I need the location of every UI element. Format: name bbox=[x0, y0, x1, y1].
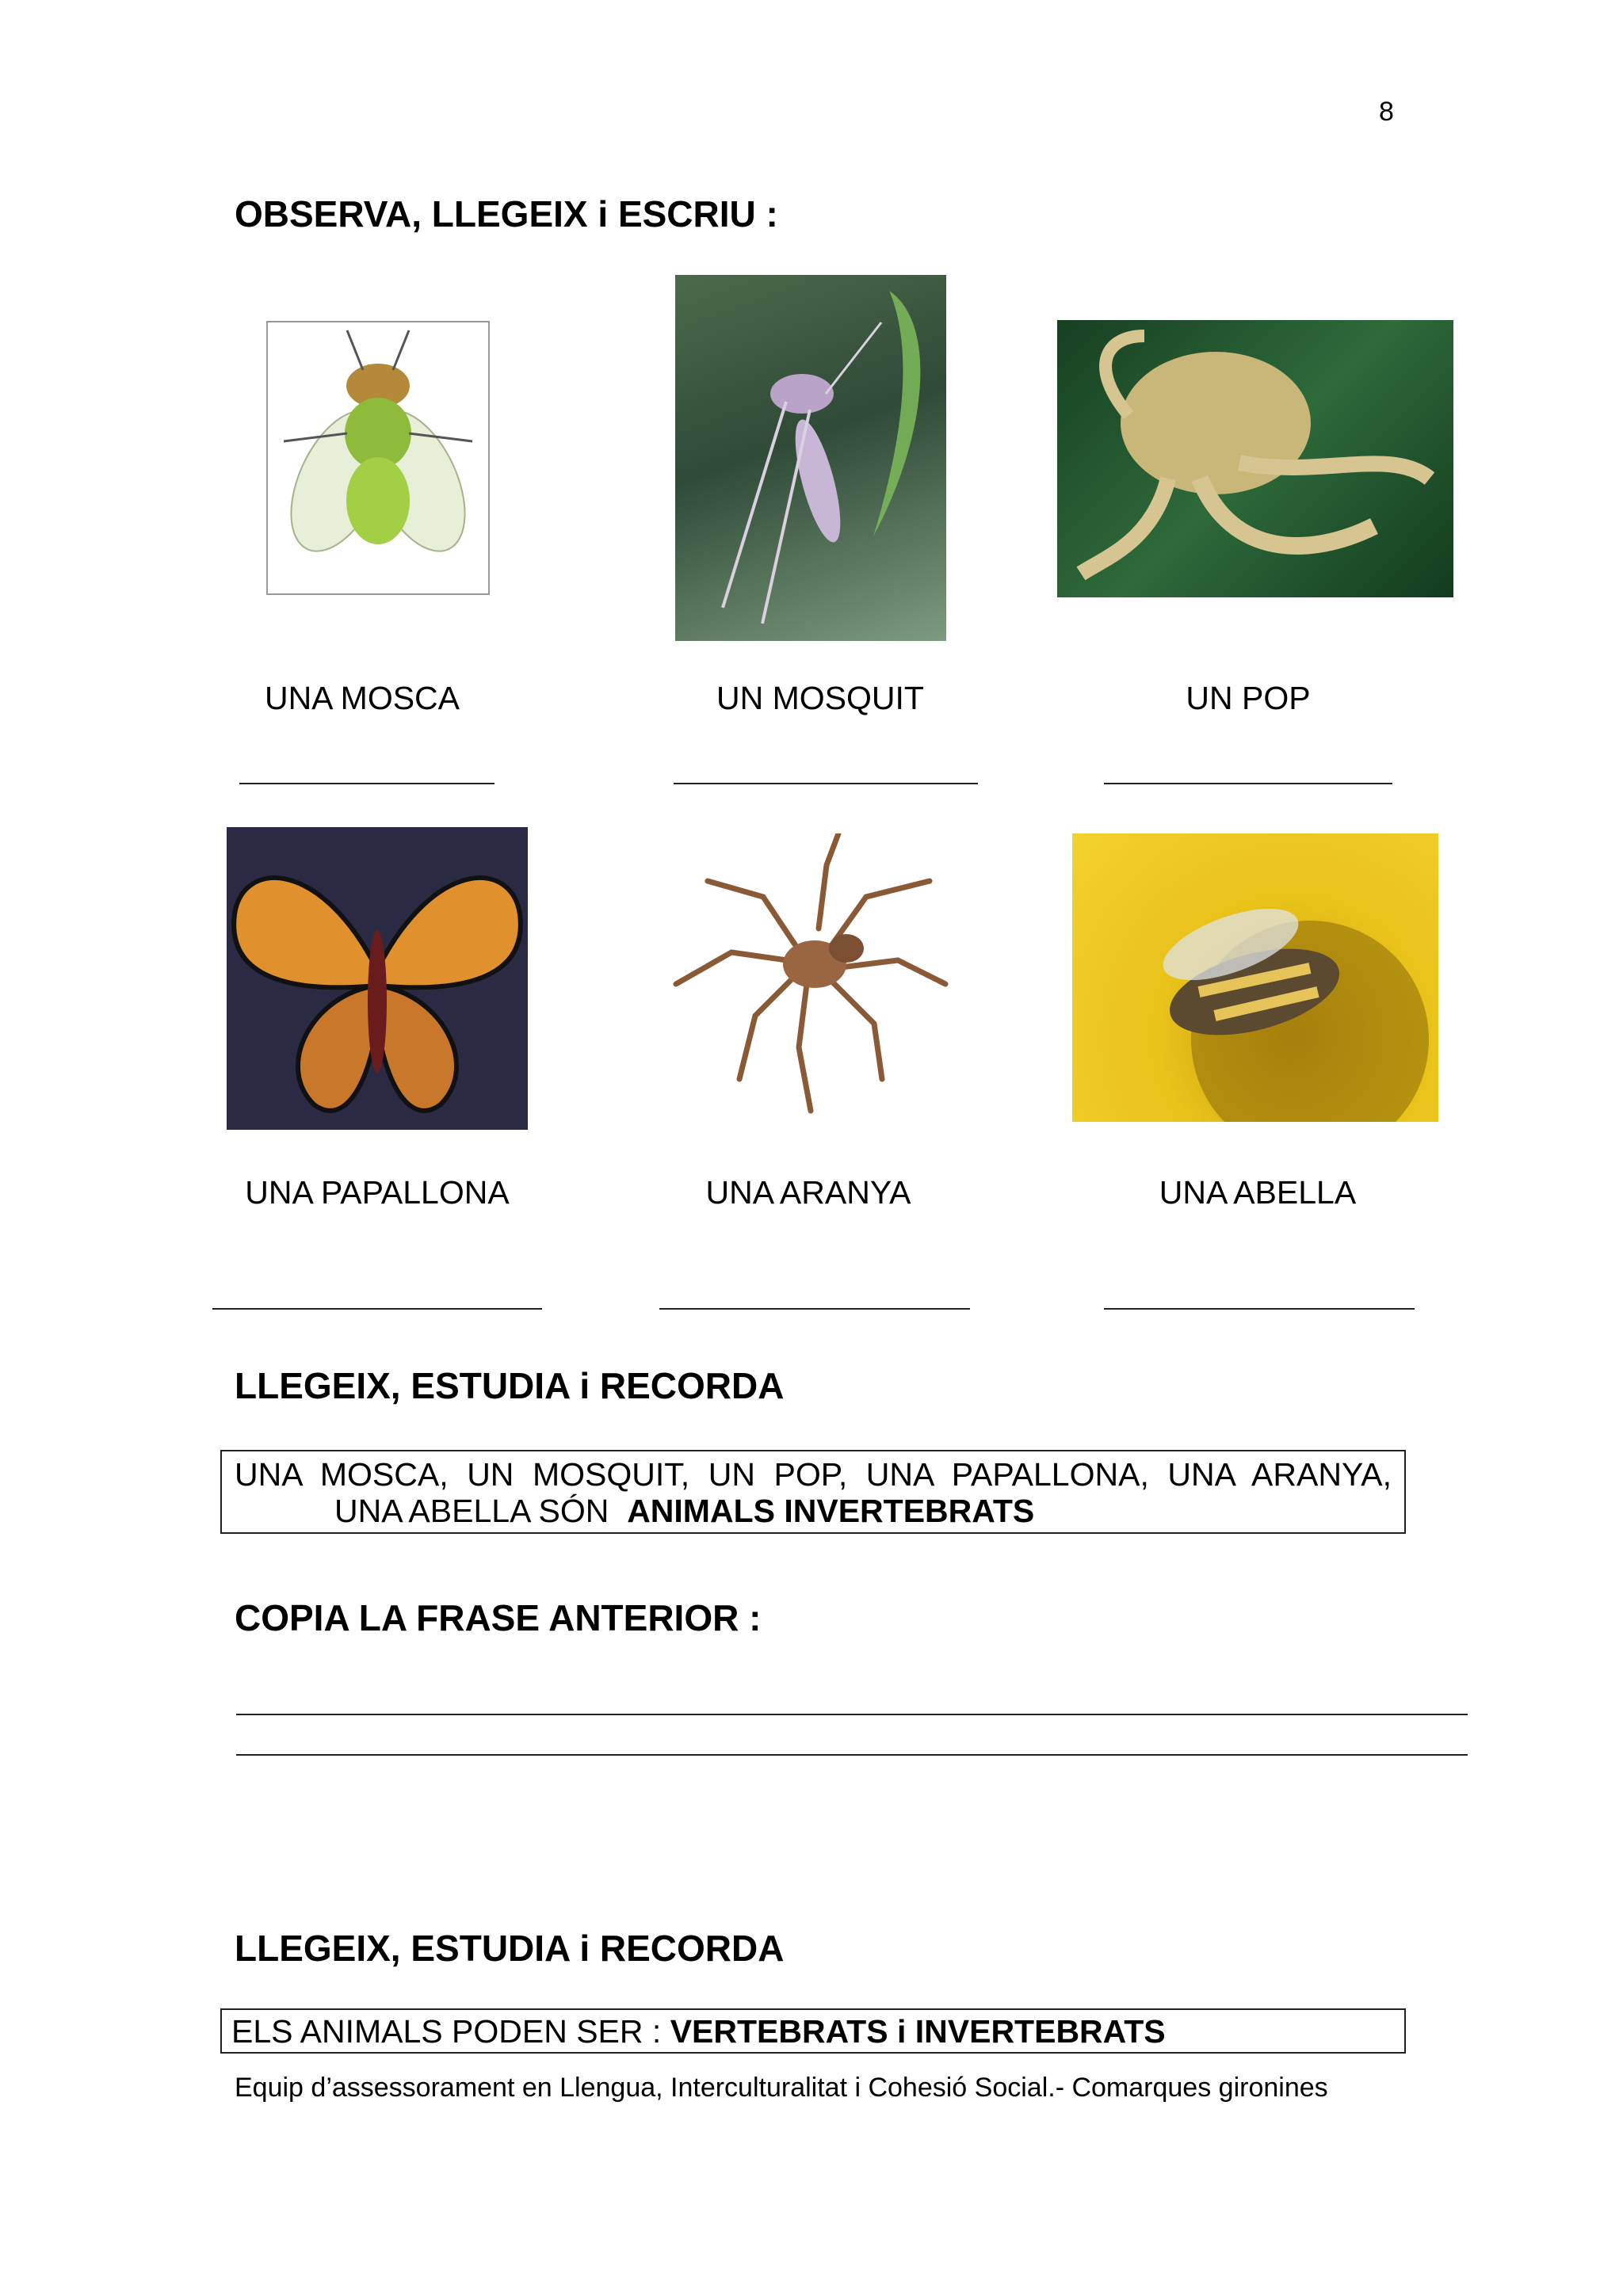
copy-line-2[interactable] bbox=[236, 1754, 1468, 1756]
types-box-bold: VERTEBRATS i INVERTEBRATS bbox=[670, 2013, 1166, 2050]
page-number: 8 bbox=[1379, 97, 1394, 127]
mosquito-image bbox=[675, 275, 946, 641]
animal-label-pop: UN POP bbox=[1186, 680, 1311, 716]
fly-image bbox=[266, 321, 490, 595]
bee-image bbox=[1072, 833, 1438, 1122]
answer-line-mosquit[interactable] bbox=[674, 783, 978, 784]
animal-label-aranya: UNA ARANYA bbox=[705, 1174, 911, 1211]
footer-text: Equip d’assessorament en Llengua, Interculturalitat i Cohesió Social.- Comarques gironines bbox=[235, 2073, 1328, 2103]
answer-line-aranya[interactable] bbox=[659, 1308, 970, 1310]
animals-types-box bbox=[220, 2008, 1406, 2054]
octopus-image bbox=[1057, 320, 1453, 597]
answer-line-papallona[interactable] bbox=[212, 1308, 542, 1310]
animal-label-mosca: UNA MOSCA bbox=[264, 680, 460, 716]
answer-line-abella[interactable] bbox=[1104, 1308, 1415, 1310]
box-line-1: UNA MOSCA, UN MOSQUIT, UN POP, UNA PAPALLONA, UNA ARANYA, bbox=[235, 1456, 1392, 1493]
types-box-plain: ELS ANIMALS PODEN SER : bbox=[231, 2013, 662, 2050]
invertebrates-box bbox=[220, 1450, 1406, 1534]
answer-line-mosca[interactable] bbox=[239, 783, 495, 784]
spider-image bbox=[668, 833, 955, 1127]
answer-line-pop[interactable] bbox=[1104, 783, 1392, 784]
box-line-2-plain: UNA ABELLA SÓN bbox=[334, 1493, 609, 1529]
section-heading-copia: COPIA LA FRASE ANTERIOR : bbox=[235, 1597, 762, 1638]
animal-label-papallona: UNA PAPALLONA bbox=[245, 1174, 510, 1211]
section-heading-recorda-1: LLEGEIX, ESTUDIA i RECORDA bbox=[235, 1365, 785, 1406]
animal-label-abella: UNA ABELLA bbox=[1159, 1174, 1357, 1211]
copy-line-1[interactable] bbox=[236, 1714, 1468, 1715]
box-line-2 bbox=[235, 1493, 1392, 1529]
butterfly-image bbox=[227, 827, 528, 1130]
section-heading-recorda-2: LLEGEIX, ESTUDIA i RECORDA bbox=[235, 1928, 785, 1969]
animal-label-mosquit: UN MOSQUIT bbox=[716, 680, 924, 716]
box-line-2-bold: ANIMALS INVERTEBRATS bbox=[627, 1493, 1035, 1529]
section-heading-observa: OBSERVA, LLEGEIX i ESCRIU : bbox=[235, 193, 778, 235]
